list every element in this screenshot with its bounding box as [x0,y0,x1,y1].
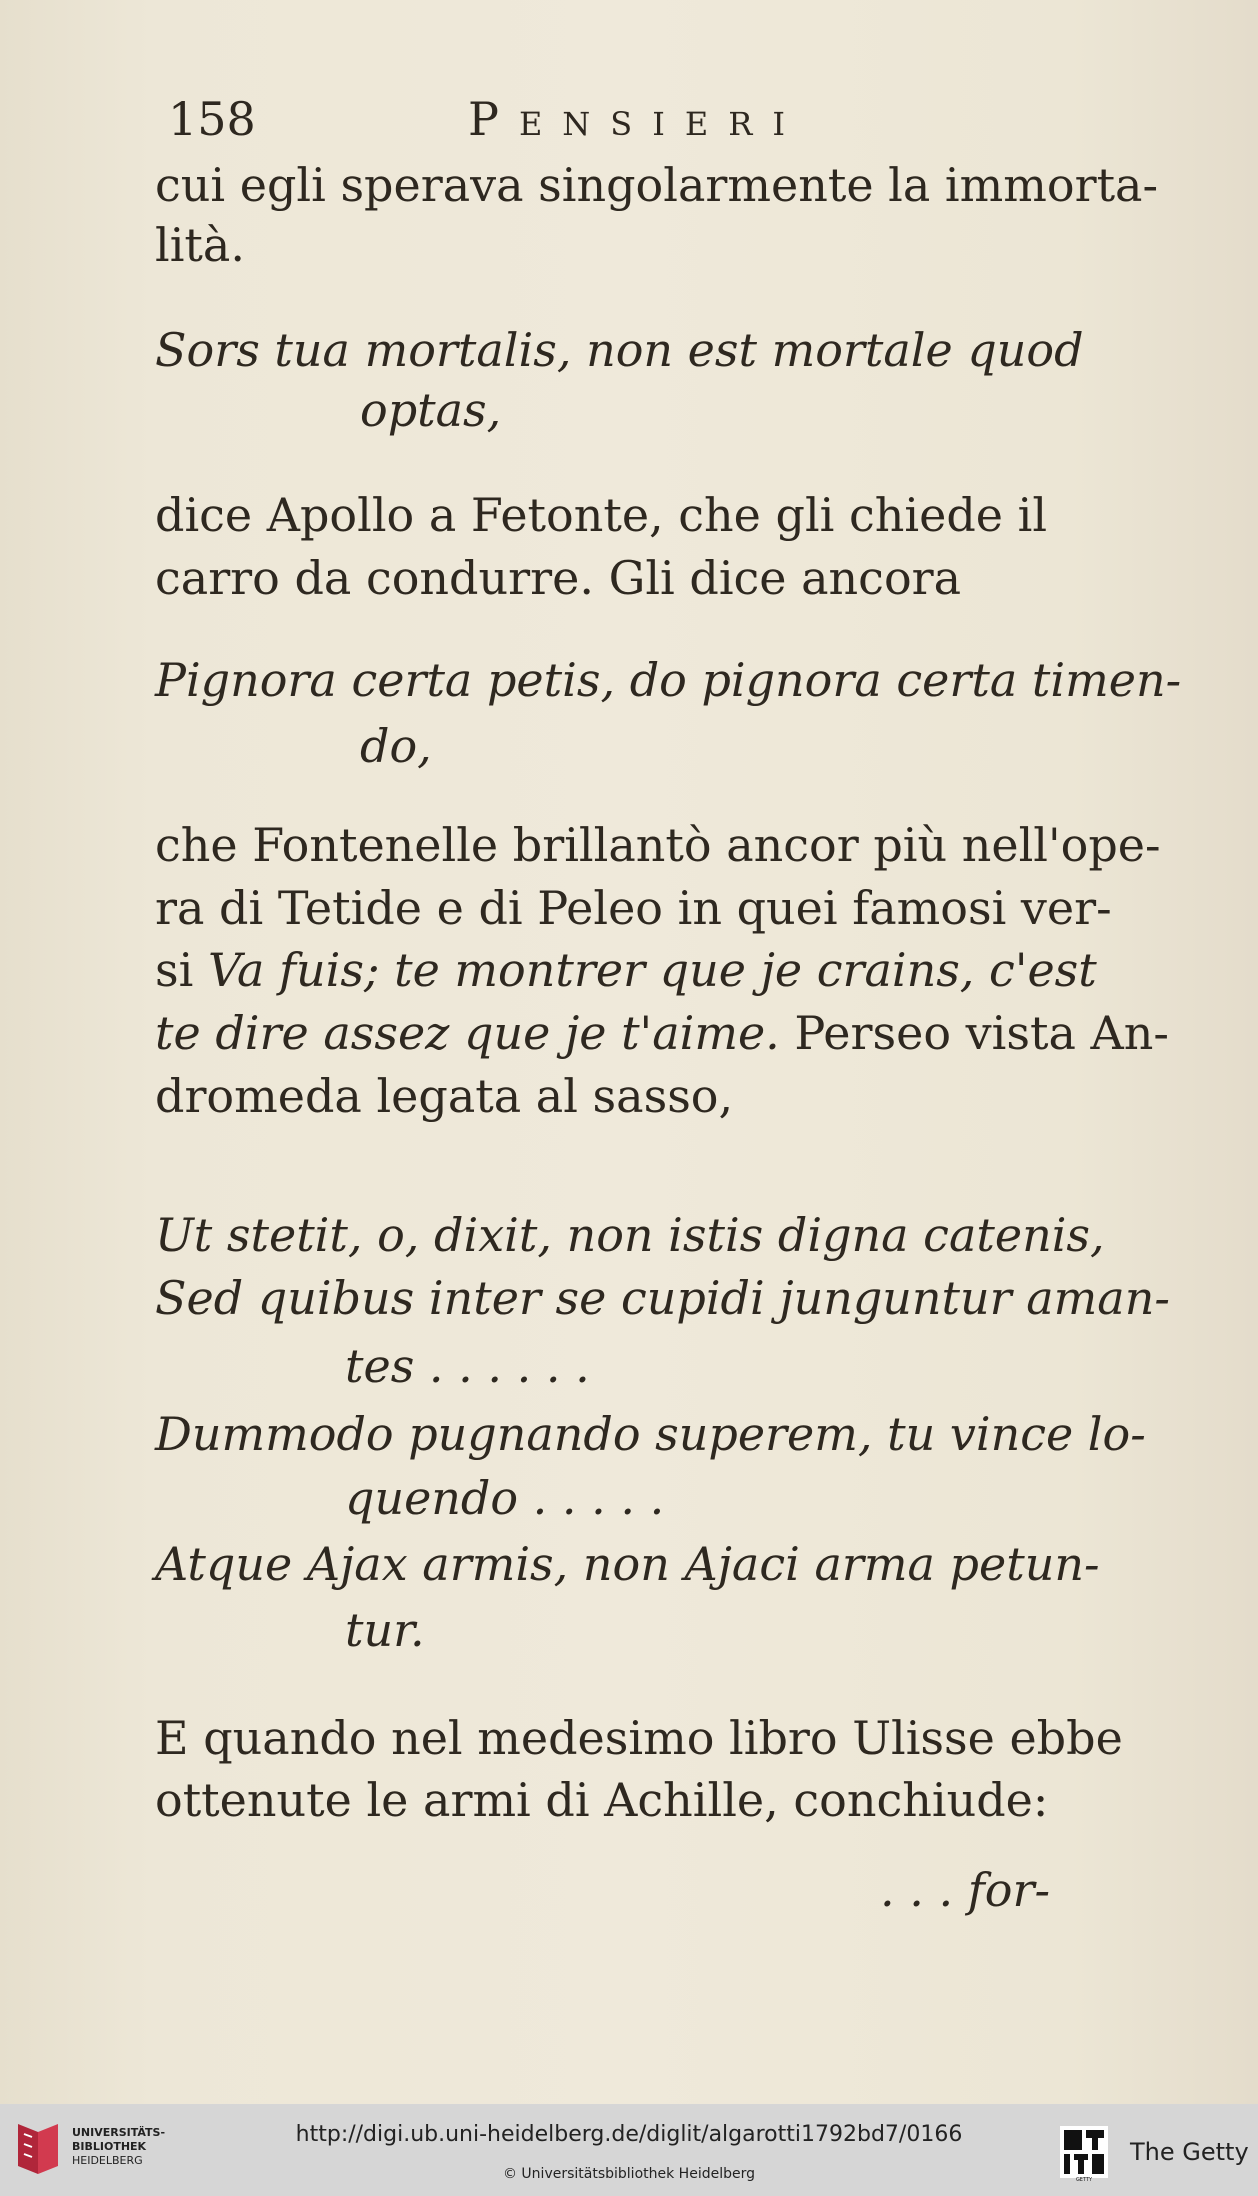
text-line: cui egli sperava singolarmente la immorta- [155,158,1159,212]
text-line: che Fontenelle brillantò ancor più nell'ope- [155,818,1161,872]
verse-line: tur. [345,1603,425,1657]
text-line: ra di Tetide e di Peleo in quei famosi ver- [155,881,1112,935]
copyright-notice: © Universitätsbibliothek Heidelberg [502,2166,755,2182]
library-name-line: HEIDELBERG [72,2154,143,2167]
verse-line: do, [360,719,432,773]
viewer-footer [0,2104,1258,2196]
text-segment: Perseo vista An- [794,1006,1169,1060]
text-line: dice Apollo a Fetonte, che gli chiede il [155,488,1048,542]
text-line [155,940,1155,1000]
text-segment: si [155,943,194,997]
source-url-link[interactable]: http://digi.ub.uni-heidelberg.de/diglit/algarotti1792bd7/0166 [295,2122,963,2147]
page-header [168,92,1068,152]
verse-line: Pignora certa petis, do pignora certa timen- [155,653,1182,707]
text-line: E quando nel medesimo libro Ulisse ebbe [155,1711,1123,1765]
verse-line: Sed quibus inter se cupidi junguntur aman- [155,1271,1170,1325]
verse-line: optas, [360,383,502,437]
verse-line: Dummodo pugnando superem, tu vince lo- [155,1407,1146,1461]
getty-logo-lettering: GETTY [1075,2177,1093,2182]
partner-name: The Getty [1130,2138,1249,2166]
quote-segment: te dire assez que je t'aime. [155,1006,780,1060]
verse-line: Sors tua mortalis, non est mortale quod [155,323,1084,377]
text-line: lità. [155,218,245,272]
page-number: 158 [168,92,256,146]
getty-logo-icon [1058,2122,1110,2182]
verse-line: Atque Ajax armis, non Ajaci arma petun- [155,1537,1100,1591]
library-name-line: UNIVERSITÄTS- [72,2126,166,2139]
text-line [155,1003,1169,1063]
catchword: . . . for- [880,1863,1050,1917]
text-line: carro da condurre. Gli dice ancora [155,551,962,605]
verse-line: tes . . . . . . [345,1339,590,1393]
verse-line: quendo . . . . . [345,1471,665,1525]
running-head: Pensieri [468,92,805,146]
text-line: ottenute le armi di Achille, conchiude: [155,1773,1049,1827]
quote-segment: Va fuis; te montrer que je crains, c'est [207,943,1097,997]
text-line: dromeda legata al sasso, [155,1069,734,1123]
library-name-line: BIBLIOTHEK [72,2140,147,2153]
verse-line: Ut stetit, o, dixit, non istis digna catenis, [155,1208,1105,1262]
